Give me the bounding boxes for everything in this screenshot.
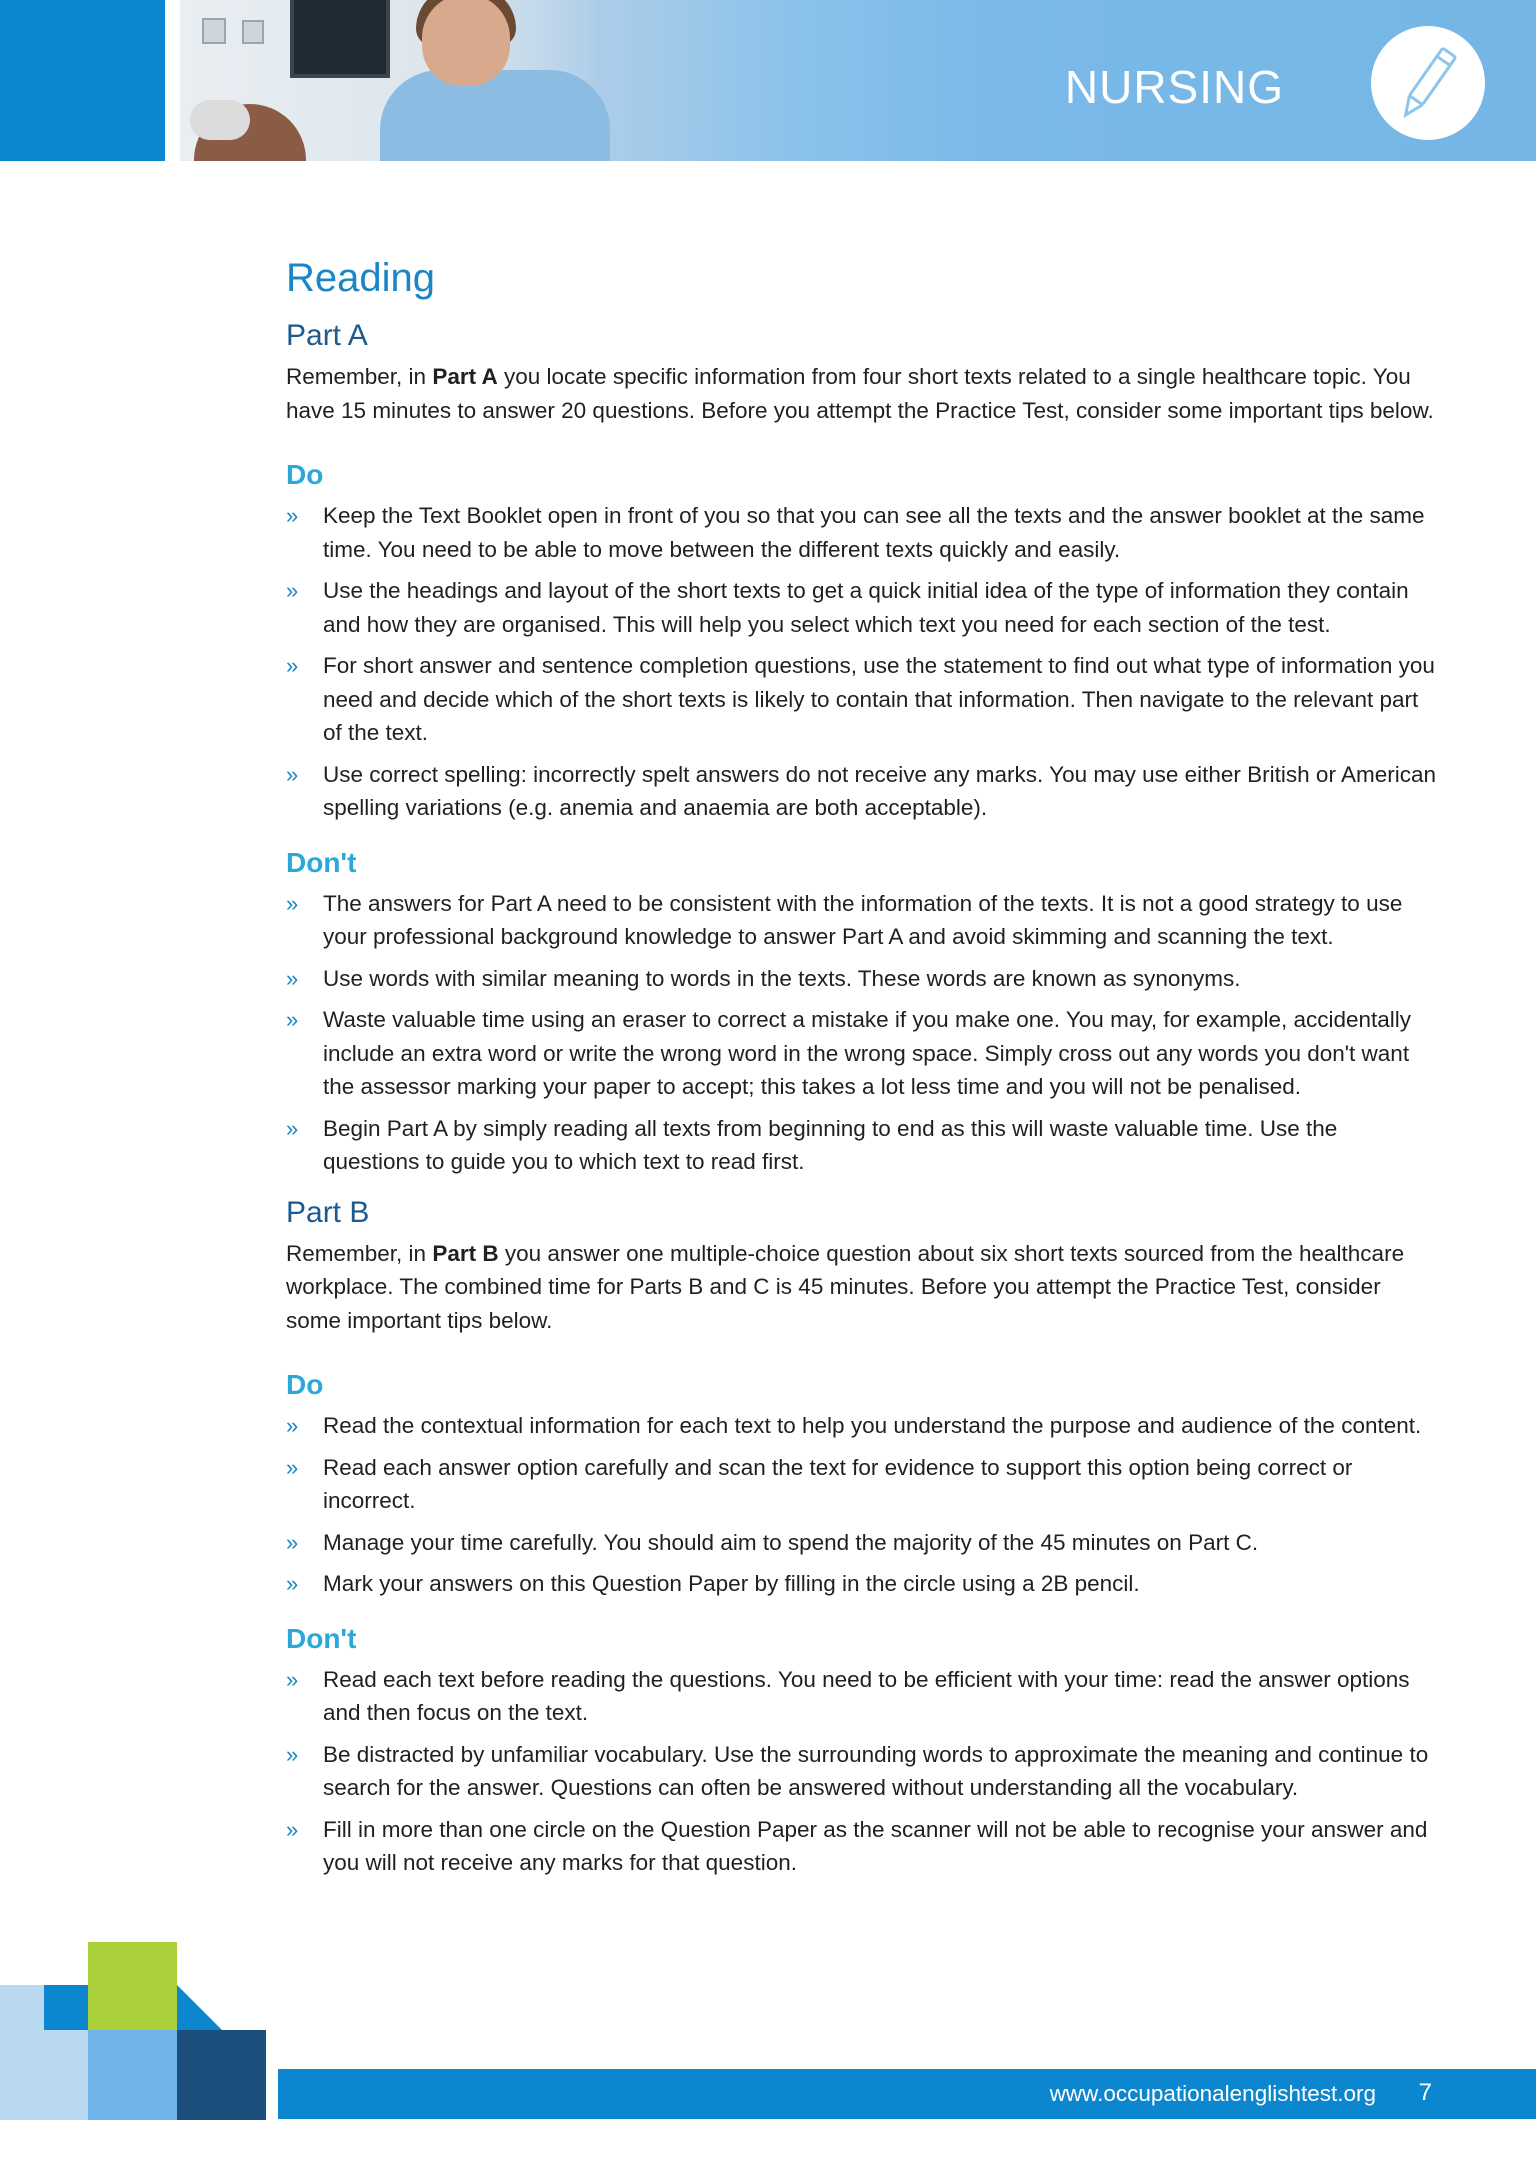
part-a-dont-title: Don't — [286, 846, 357, 878]
list-item-text: Read each answer option carefully and scan the text for evidence to support this option being correct or incorrect. — [323, 1454, 1353, 1513]
list-item-text: Use words with similar meaning to words in the texts. These words are known as synonyms. — [323, 965, 1241, 991]
list-item-text: Fill in more than one circle on the Question Paper as the scanner will not be able to recognise your answer and you will not receive any marks for that question. — [323, 1816, 1428, 1875]
list-item — [286, 1003, 1438, 1104]
list-item — [286, 1813, 1438, 1880]
part-a-intro-bold: Part A — [432, 364, 498, 389]
list-item-text: Mark your answers on this Question Paper by filling in the circle using a 2B pencil. — [323, 1571, 1140, 1596]
bullet-icon: » — [286, 1529, 299, 1555]
section-title: NURSING — [1064, 61, 1284, 113]
deco-block — [0, 1985, 44, 2030]
bullet-icon: » — [286, 1115, 299, 1141]
bullet-icon: » — [286, 965, 299, 991]
part-b-title: Part B — [286, 1195, 370, 1229]
photo-wall-frame — [202, 18, 226, 44]
bullet-icon: » — [286, 1666, 299, 1692]
part-a-do-list — [286, 499, 1438, 825]
page-heading: Reading — [286, 256, 436, 300]
part-a-dont-list — [286, 887, 1438, 1179]
page-number: 7 — [1418, 2079, 1432, 2106]
list-item-text: Read each text before reading the questions. You need to be efficient with your time: read the answer options and then focus on the text. — [323, 1666, 1410, 1725]
bullet-icon: » — [286, 578, 299, 603]
part-b-intro-text: Remember, in — [286, 1240, 433, 1266]
bullet-icon: » — [286, 1816, 299, 1842]
list-item-text: Use correct spelling: incorrectly spelt answers do not receive any marks. You may use either British or American spelling variations (e.g. anemia and anaemia are both acceptable). — [323, 761, 1436, 820]
part-b-intro-text: you answer one multiple-choice question about six short texts sourced from the healthcare workplace. The combined time for Parts B and C is 45 minutes. Before you attempt the Practice Test, consider some important tips below. — [286, 1240, 1405, 1333]
part-b-dont-list — [286, 1663, 1438, 1880]
photo-wall-frame — [242, 20, 264, 44]
photo-monitor — [290, 0, 390, 78]
list-item — [286, 1738, 1438, 1805]
part-b-do-title: Do — [286, 1369, 324, 1400]
list-item-text: Waste valuable time using an eraser to correct a mistake if you make one. You may, for example, accidentally include an extra word or write the wrong word in the wrong space. Simply cross out any words you don't want the assessor marking your paper to accept; this takes a lot less time and you will not be penalised. — [323, 1007, 1412, 1099]
section-badge — [1371, 26, 1485, 140]
bullet-icon: » — [286, 653, 299, 678]
list-item — [286, 649, 1438, 750]
list-item-text: Begin Part A by simply reading all texts from beginning to end as this will waste valuable time. Use the questions to guide you to which text to read first. — [323, 1115, 1338, 1174]
pencil-icon — [1371, 26, 1485, 140]
photo-patient-hair — [190, 100, 250, 140]
bullet-icon: » — [286, 1413, 299, 1438]
list-item-text: Keep the Text Booklet open in front of you so that you can see all the texts and the answer booklet at the same time. You need to be able to move between the different texts quickly and easily. — [323, 503, 1425, 562]
part-a-intro-text: you locate specific information from four short texts related to a single healthcare topic. You have 15 minutes to answer 20 questions. Before you attempt the Practice Test, consider some important tips below. — [286, 364, 1434, 423]
list-item — [286, 1526, 1438, 1560]
list-item — [286, 1567, 1438, 1601]
part-b-dont-title: Don't — [286, 1622, 357, 1654]
list-item — [286, 962, 1438, 996]
list-item — [286, 574, 1438, 641]
list-item-text: Manage your time carefully. You should aim to spend the majority of the 45 minutes on Part C. — [323, 1529, 1259, 1555]
deco-block — [88, 1942, 177, 2031]
list-item-text: For short answer and sentence completion questions, use the statement to find out what type of information you need and decide which of the short texts is likely to contain that information. Then navigate to the relevant part of the text. — [323, 653, 1435, 745]
footer-url[interactable]: www.occupationalenglishtest.org — [1049, 2081, 1376, 2106]
list-item-text: Be distracted by unfamiliar vocabulary. Use the surrounding words to approximate the meaning and continue to search for the answer. Questions can often be answered without understanding all the vocabulary. — [323, 1741, 1429, 1800]
deco-block — [0, 2030, 88, 2120]
bullet-icon: » — [286, 761, 299, 787]
list-item — [286, 1409, 1438, 1443]
bullet-icon: » — [286, 1007, 299, 1032]
list-item — [286, 887, 1438, 954]
header-photo — [180, 0, 1536, 161]
part-a-intro — [286, 360, 1438, 427]
list-item-text: Read the contextual information for each text to help you understand the purpose and audience of the content. — [323, 1413, 1422, 1438]
deco-triangle — [177, 1985, 222, 2030]
bullet-icon: » — [286, 1571, 299, 1596]
list-item — [286, 499, 1438, 566]
list-item — [286, 1112, 1438, 1179]
list-item — [286, 1451, 1438, 1518]
list-item — [286, 758, 1438, 825]
part-a-title: Part A — [286, 319, 368, 352]
deco-block — [88, 2030, 177, 2120]
bullet-icon: » — [286, 503, 299, 528]
photo-nurse-face — [422, 0, 510, 86]
list-item-text: Use the headings and layout of the short texts to get a quick initial idea of the type of information they contain and how they are organised. This will help you select which text you need for each section of the test. — [323, 578, 1409, 637]
part-b-intro-bold: Part B — [432, 1240, 499, 1266]
part-a-intro-text: Remember, in — [286, 364, 433, 389]
bullet-icon: » — [286, 890, 299, 916]
list-item-text: The answers for Part A need to be consistent with the information of the texts. It is not a good strategy to use your professional background knowledge to answer Part A and avoid skimming and scanning the text. — [323, 890, 1403, 949]
deco-block — [44, 1985, 88, 2030]
part-b-intro — [286, 1237, 1438, 1338]
page-content — [286, 252, 1438, 1888]
photo-nurse — [380, 70, 610, 161]
part-a-do-title: Do — [286, 459, 324, 490]
header-accent-block — [0, 0, 165, 161]
part-b-do-list — [286, 1409, 1438, 1601]
list-item — [286, 1663, 1438, 1730]
bullet-icon: » — [286, 1741, 299, 1767]
bullet-icon: » — [286, 1454, 299, 1480]
deco-block — [177, 2030, 266, 2120]
